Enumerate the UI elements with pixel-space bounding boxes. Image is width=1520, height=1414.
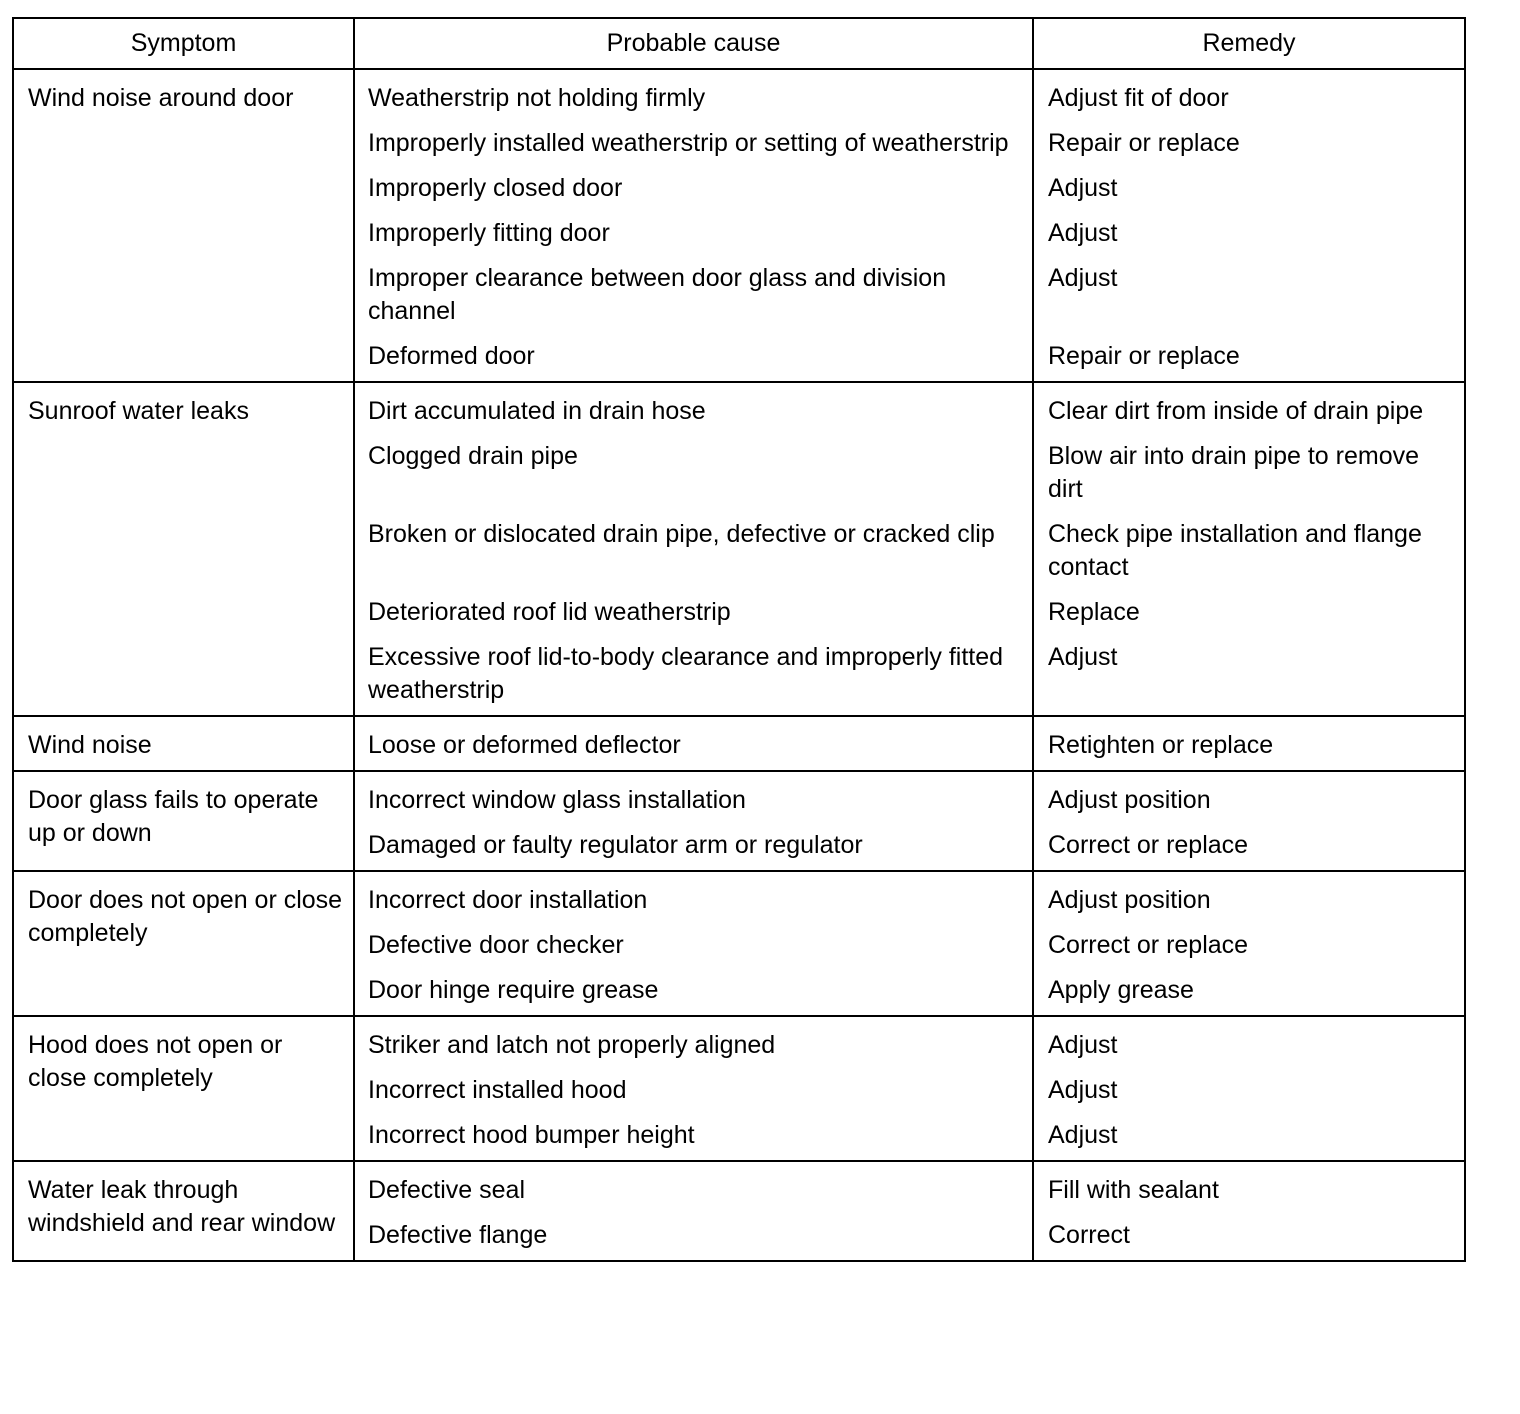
symptom-text: Sunroof water leaks: [28, 397, 249, 425]
symptom-cell: [13, 1016, 354, 1161]
remedy-cell: [1033, 506, 1465, 584]
cause-text: Improperly fitting door: [368, 219, 610, 247]
table-row: [13, 871, 1465, 917]
table-header: [13, 18, 1465, 69]
cause-cell: [354, 250, 1033, 328]
header-remedy: Remedy: [1033, 18, 1465, 69]
remedy-cell: [1033, 160, 1465, 205]
remedy-text: Adjust fit of door: [1048, 84, 1229, 112]
cause-cell: [354, 871, 1033, 917]
cause-cell: [354, 428, 1033, 506]
remedy-cell: [1033, 817, 1465, 871]
remedy-text: Check pipe installation and flange contact: [1048, 520, 1422, 581]
remedy-cell: [1033, 1107, 1465, 1161]
remedy-cell: [1033, 205, 1465, 250]
remedy-text: Replace: [1048, 598, 1140, 626]
cause-cell: [354, 716, 1033, 771]
remedy-cell: [1033, 716, 1465, 771]
cause-text: Improperly closed door: [368, 174, 623, 202]
remedy-text: Adjust: [1048, 219, 1118, 247]
remedy-text: Repair or replace: [1048, 129, 1240, 157]
remedy-cell: [1033, 1016, 1465, 1062]
remedy-text: Adjust: [1048, 174, 1118, 202]
symptom-text: Door glass fails to operate up or down: [28, 786, 319, 847]
remedy-cell: [1033, 1062, 1465, 1107]
cause-text: Dirt accumulated in drain hose: [368, 397, 706, 425]
remedy-cell: [1033, 771, 1465, 817]
cause-cell: [354, 962, 1033, 1016]
cause-cell: [354, 1107, 1033, 1161]
symptom-cell: [13, 382, 354, 716]
remedy-cell: [1033, 69, 1465, 115]
troubleshooting-table: [12, 17, 1466, 1262]
cause-text: Clogged drain pipe: [368, 442, 578, 470]
cause-cell: [354, 584, 1033, 629]
table-row: [13, 771, 1465, 817]
cause-cell: [354, 69, 1033, 115]
remedy-text: Correct: [1048, 1221, 1130, 1249]
cause-text: Defective flange: [368, 1221, 548, 1249]
cause-cell: [354, 160, 1033, 205]
cause-cell: [354, 328, 1033, 382]
cause-text: Damaged or faulty regulator arm or regulator: [368, 831, 863, 859]
cause-cell: [354, 205, 1033, 250]
remedy-cell: [1033, 1161, 1465, 1207]
cause-text: Deformed door: [368, 342, 535, 370]
cause-text: Incorrect installed hood: [368, 1076, 627, 1104]
symptom-text: Water leak through windshield and rear window: [28, 1176, 336, 1237]
cause-cell: [354, 771, 1033, 817]
cause-cell: [354, 506, 1033, 584]
cause-cell: [354, 382, 1033, 428]
remedy-text: Adjust: [1048, 1076, 1118, 1104]
cause-text: Defective door checker: [368, 931, 624, 959]
cause-cell: [354, 1161, 1033, 1207]
remedy-cell: [1033, 629, 1465, 716]
symptom-text: Wind noise around door: [28, 84, 294, 112]
cause-text: Defective seal: [368, 1176, 526, 1204]
cause-text: Incorrect window glass installation: [368, 786, 746, 814]
remedy-cell: [1033, 917, 1465, 962]
remedy-text: Clear dirt from inside of drain pipe: [1048, 397, 1424, 425]
cause-text: Improper clearance between door glass and division channel: [368, 264, 947, 325]
remedy-text: Apply grease: [1048, 976, 1194, 1004]
cause-text: Door hinge require grease: [368, 976, 659, 1004]
table-row: [13, 69, 1465, 115]
remedy-text: Retighten or replace: [1048, 731, 1274, 759]
table-row: [13, 382, 1465, 428]
remedy-cell: [1033, 382, 1465, 428]
table-body: [13, 69, 1465, 1261]
remedy-text: Correct or replace: [1048, 831, 1249, 859]
symptom-text: Hood does not open or close completely: [28, 1031, 283, 1092]
symptom-text: Door does not open or close completely: [28, 886, 343, 947]
symptom-cell: [13, 1161, 354, 1261]
cause-cell: [354, 629, 1033, 716]
remedy-text: Correct or replace: [1048, 931, 1249, 959]
table-row: [13, 1016, 1465, 1062]
remedy-text: Blow air into drain pipe to remove dirt: [1048, 442, 1420, 503]
cause-cell: [354, 115, 1033, 160]
remedy-text: Adjust position: [1048, 786, 1211, 814]
remedy-cell: [1033, 328, 1465, 382]
symptom-cell: [13, 771, 354, 871]
cause-text: Incorrect door installation: [368, 886, 648, 914]
header-symptom: Symptom: [13, 18, 354, 69]
cause-cell: [354, 1207, 1033, 1261]
cause-text: Improperly installed weatherstrip or setting of weatherstrip: [368, 129, 1009, 157]
cause-cell: [354, 1062, 1033, 1107]
remedy-text: Adjust: [1048, 1031, 1118, 1059]
remedy-text: Adjust: [1048, 643, 1118, 671]
cause-text: Weatherstrip not holding firmly: [368, 84, 706, 112]
cause-text: Loose or deformed deflector: [368, 731, 681, 759]
remedy-cell: [1033, 584, 1465, 629]
remedy-text: Adjust position: [1048, 886, 1211, 914]
remedy-cell: [1033, 428, 1465, 506]
header-row: [13, 18, 1465, 69]
cause-text: Broken or dislocated drain pipe, defective or cracked clip: [368, 520, 995, 548]
cause-cell: [354, 817, 1033, 871]
cause-text: Striker and latch not properly aligned: [368, 1031, 776, 1059]
remedy-text: Adjust: [1048, 1121, 1118, 1149]
symptom-cell: [13, 871, 354, 1016]
cause-cell: [354, 1016, 1033, 1062]
cause-text: Incorrect hood bumper height: [368, 1121, 695, 1149]
cause-text: Deteriorated roof lid weatherstrip: [368, 598, 731, 626]
remedy-cell: [1033, 250, 1465, 328]
remedy-cell: [1033, 1207, 1465, 1261]
symptom-cell: [13, 716, 354, 771]
symptom-cell: [13, 69, 354, 382]
cause-cell: [354, 917, 1033, 962]
table-row: [13, 716, 1465, 771]
table-row: [13, 1161, 1465, 1207]
header-probable-cause: Probable cause: [354, 18, 1033, 69]
remedy-text: Adjust: [1048, 264, 1118, 292]
symptom-text: Wind noise: [28, 731, 152, 759]
cause-text: Excessive roof lid-to-body clearance and improperly fitted weatherstrip: [368, 643, 1004, 704]
remedy-cell: [1033, 871, 1465, 917]
remedy-text: Fill with sealant: [1048, 1176, 1219, 1204]
remedy-text: Repair or replace: [1048, 342, 1240, 370]
remedy-cell: [1033, 962, 1465, 1016]
remedy-cell: [1033, 115, 1465, 160]
